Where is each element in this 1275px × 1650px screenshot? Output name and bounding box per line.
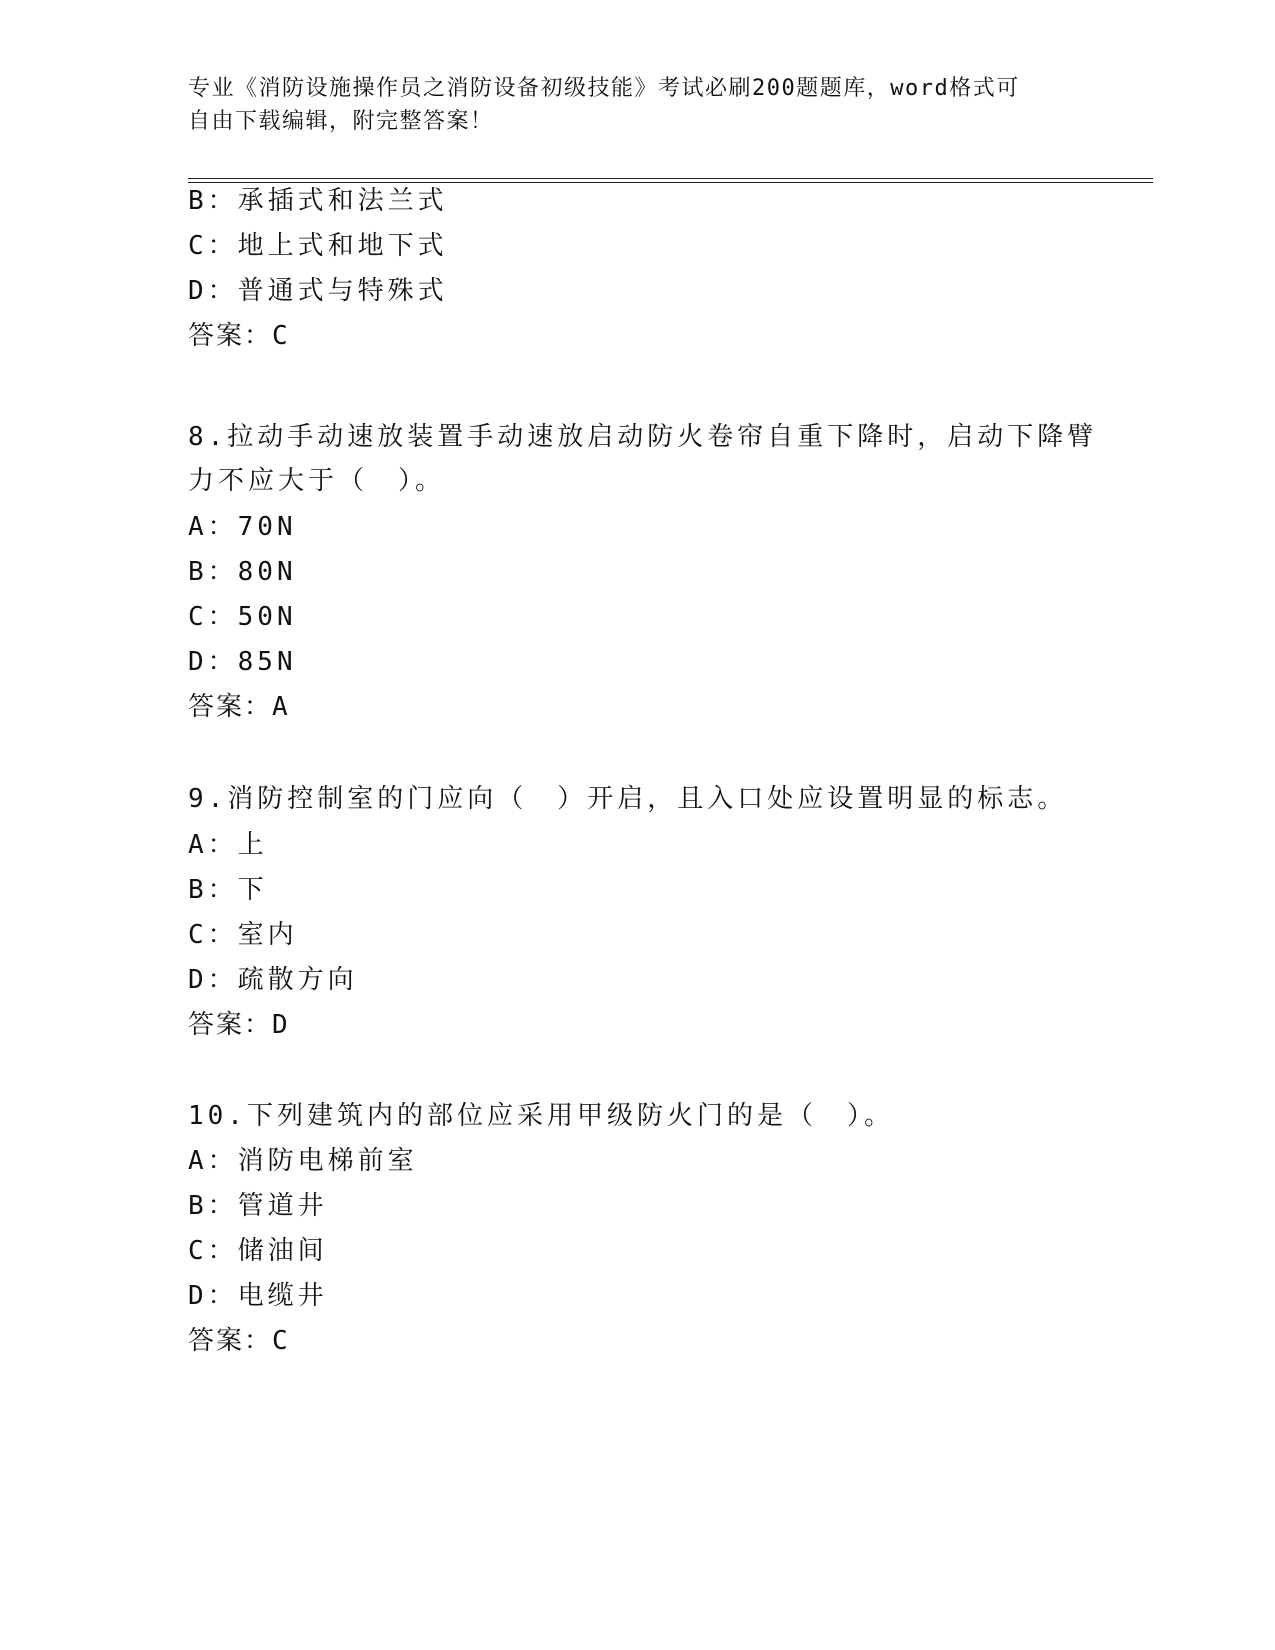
q9-stem: 9.消防控制室的门应向（ ）开启，且入口处应设置明显的标志。: [188, 784, 1068, 814]
q8-stem-line-1: 8.拉动手动速放装置手动速放启动防火卷帘自重下降时，启动下降臂: [188, 422, 1098, 452]
q9-option-b: B：下: [188, 875, 268, 905]
q8-option-b: B：80N: [188, 557, 297, 587]
q8-option-c: C：50N: [188, 602, 297, 632]
q8-stem-line-2: 力不应大于（ ）。: [188, 466, 446, 496]
q7-answer: 答案：C: [188, 321, 290, 351]
q10-option-a: A：消防电梯前室: [188, 1146, 418, 1176]
q10-option-c: C：储油间: [188, 1236, 328, 1266]
q8-option-d: D：85N: [188, 647, 297, 677]
q8-answer: 答案：A: [188, 692, 290, 722]
q10-stem: 10.下列建筑内的部位应采用甲级防火门的是（ ）。: [188, 1101, 894, 1131]
q9-option-c: C：室内: [188, 920, 298, 950]
header-line-2: 自由下载编辑，附完整答案！: [188, 109, 494, 134]
q8-option-a: A：70N: [188, 512, 297, 542]
q10-option-b: B：管道井: [188, 1191, 328, 1221]
q7-option-c: C：地上式和地下式: [188, 231, 448, 261]
q7-option-d: D：普通式与特殊式: [188, 276, 448, 306]
q9-option-d: D：疏散方向: [188, 965, 358, 995]
q7-option-b: B：承插式和法兰式: [188, 186, 448, 216]
header-line-1: 专业《消防设施操作员之消防设备初级技能》考试必刷200题题库，word格式可: [188, 76, 1020, 101]
document-header: [188, 72, 1088, 138]
q10-option-d: D：电缆井: [188, 1281, 328, 1311]
q10-answer: 答案：C: [188, 1326, 290, 1356]
q9-answer: 答案：D: [188, 1010, 290, 1040]
q9-option-a: A：上: [188, 830, 268, 860]
header-divider: [188, 178, 1153, 183]
